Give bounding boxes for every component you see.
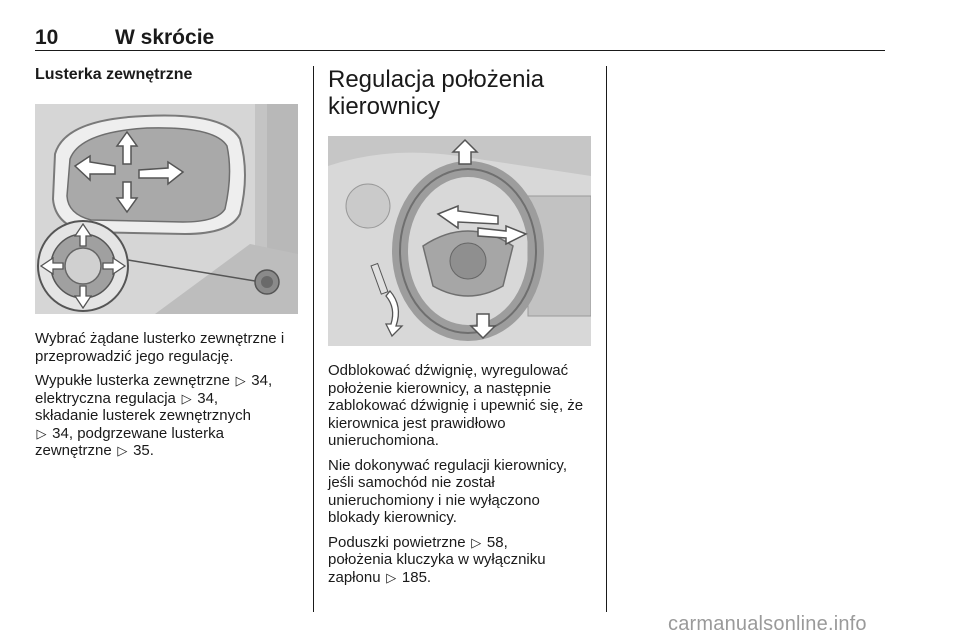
ref-text: Wypukłe lusterka zewnętrzne — [35, 372, 230, 389]
heading-line: Regulacja położenia — [328, 66, 545, 93]
page-ref-icon: ▷ — [181, 390, 192, 406]
page-ref-icon: ▷ — [235, 373, 246, 388]
ref-text: składanie lusterek zewnętrznych — [35, 407, 251, 424]
ref-text: elektryczna regulacja — [35, 389, 176, 407]
ref-page: 185. — [401, 568, 432, 586]
column-divider-1 — [313, 66, 314, 612]
column-divider-2 — [606, 66, 607, 612]
section-mirrors — [35, 66, 300, 460]
steering-paragraph-2: Nie dokonywać regulacji kierownicy, jeśli samochód nie został unieruchomiony i nie wyłączono blokady kierownicy. — [328, 456, 567, 526]
mirror-adjustment-illustration — [35, 104, 298, 314]
ref-text: zewnętrzne — [35, 442, 112, 459]
ref-page: 35. — [133, 442, 154, 459]
ref-page: 58, — [486, 533, 508, 551]
steering-paragraph-1: Odblokować dźwignię, wyregulować położenie kierownicy, a następnie zablokować dźwignię i upewnić się, że kierownica jest prawidłowo unieruchomiona. — [328, 362, 584, 449]
section-heading-steering — [328, 66, 593, 120]
page-ref-icon: ▷ — [386, 569, 397, 585]
header-divider — [35, 50, 885, 51]
ref-page: 34, podgrzewane lusterka — [52, 424, 224, 442]
ref-page: 34, — [251, 372, 273, 389]
chapter-title: W skrócie — [115, 26, 215, 49]
page-number: 10 — [35, 26, 59, 49]
page-ref-icon: ▷ — [36, 425, 47, 441]
ref-page: 34, — [197, 389, 219, 407]
ref-text: położenia kluczyka w wyłączniku — [328, 551, 546, 568]
section-steering — [328, 66, 593, 586]
mirrors-references — [35, 372, 300, 460]
steering-wheel-adjustment-illustration — [328, 136, 591, 346]
page-ref-icon: ▷ — [117, 443, 128, 458]
ref-text: Poduszki powietrzne — [328, 533, 466, 551]
section-heading-mirrors: Lusterka zewnętrzne — [35, 66, 193, 83]
page-ref-icon: ▷ — [471, 534, 482, 550]
steering-references — [328, 534, 593, 587]
mirrors-paragraph-1: Wybrać żądane lusterko zewnętrzne i przeprowadzić jego regulację. — [35, 330, 285, 365]
ref-text: zapłonu — [328, 568, 381, 586]
page-header — [35, 26, 885, 52]
heading-line: kierownicy — [328, 93, 441, 120]
watermark: carmanualsonline.info — [668, 613, 867, 635]
